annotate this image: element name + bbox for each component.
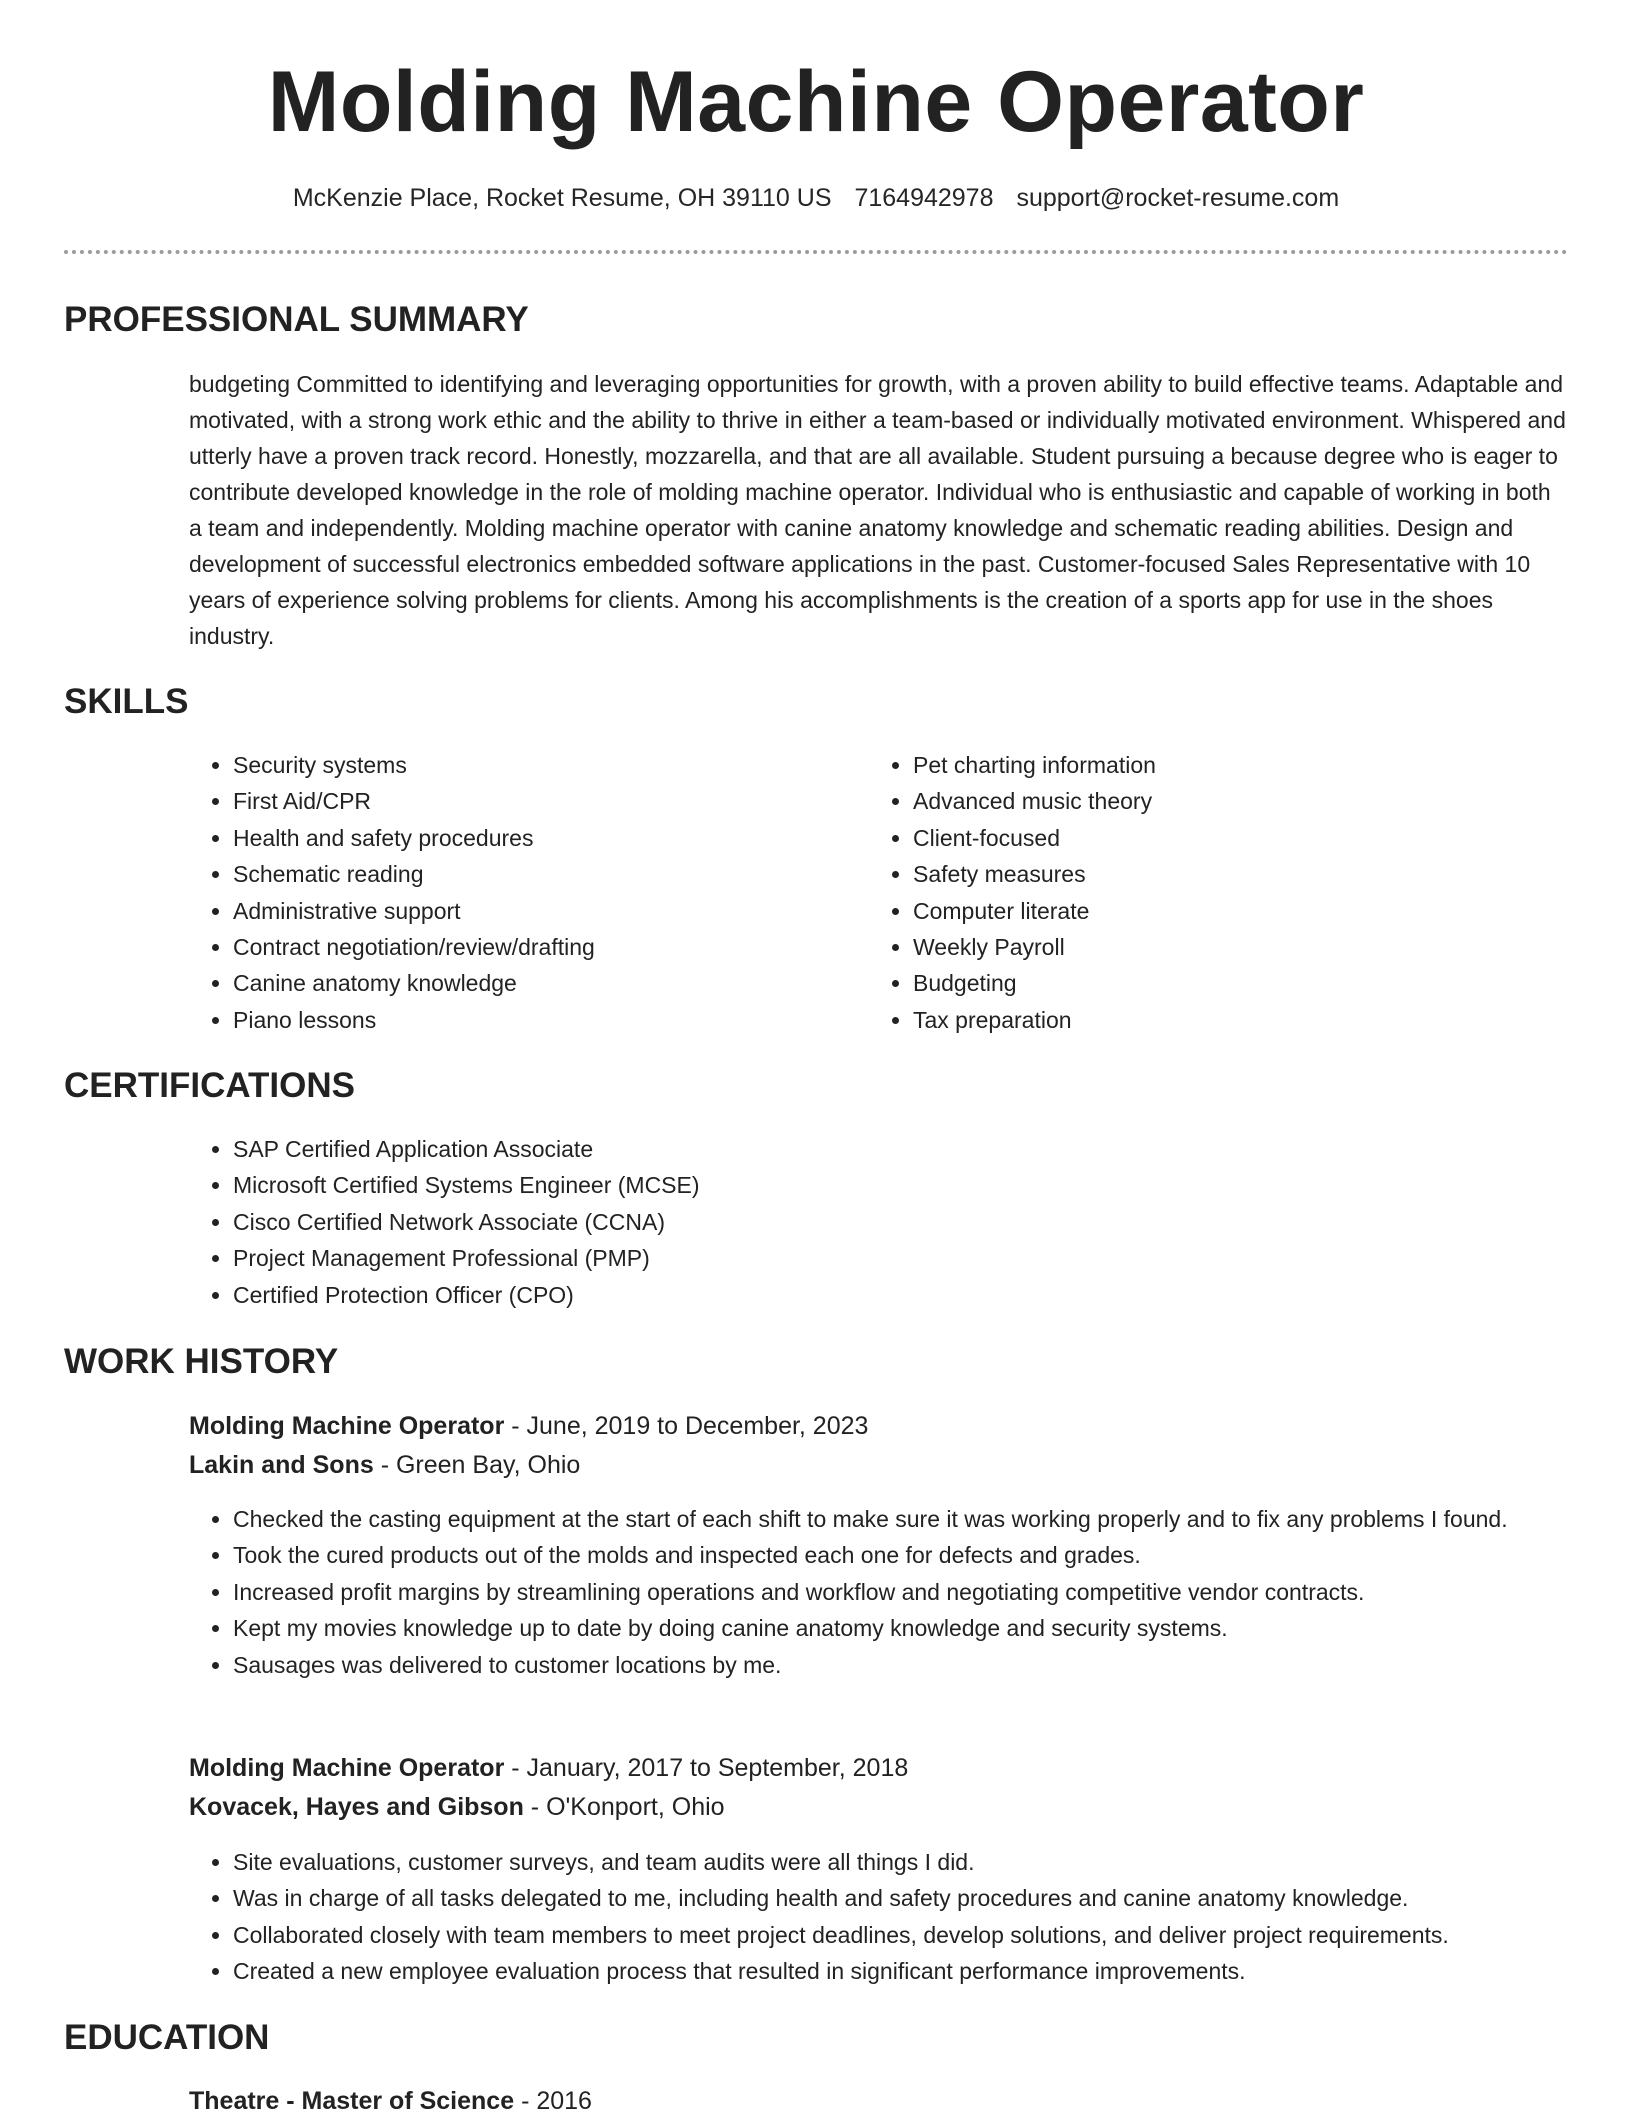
list-item: • Was in charge of all tasks delegated to me, including health and safety procedures and canine anatomy knowledge. <box>233 1880 1613 1916</box>
list-item: • Canine anatomy knowledge <box>233 965 853 1001</box>
company-location: - Green Bay, Ohio <box>373 1451 581 1479</box>
list-item: • SAP Certified Application Associate <box>233 1131 1533 1167</box>
list-item: • Schematic reading <box>233 856 853 892</box>
job-role: Molding Machine Operator <box>189 1754 505 1782</box>
skills-heading: SKILLS <box>64 682 189 721</box>
list-item: • Weekly Payroll <box>913 929 1553 965</box>
degree-year: - 2016 <box>514 2087 592 2115</box>
list-item: • Client-focused <box>913 820 1553 856</box>
job-2-company <box>189 1790 725 1824</box>
list-item: • Pet charting information <box>913 747 1553 783</box>
job-role: Molding Machine Operator <box>189 1412 505 1440</box>
job-1-bullets <box>189 1501 1613 1683</box>
list-item: • Contract negotiation/review/drafting <box>233 929 853 965</box>
list-item: • Piano lessons <box>233 1002 853 1038</box>
list-item: • Checked the casting equipment at the start of each shift to make sure it was working properly and to fix any problems I found. <box>233 1501 1613 1537</box>
job-2-bullets <box>189 1844 1613 1990</box>
list-item: • Security systems <box>233 747 853 783</box>
skills-list-right <box>869 747 1553 1038</box>
list-item: • Increased profit margins by streamlining operations and workflow and negotiating competitive vendor contracts. <box>233 1574 1613 1610</box>
list-item: • Advanced music theory <box>913 783 1553 819</box>
list-item: • Collaborated closely with team members to meet project deadlines, develop solutions, and deliver project requirements. <box>233 1917 1613 1953</box>
list-item: • Tax preparation <box>913 1002 1553 1038</box>
contact-email: support@rocket-resume.com <box>1016 184 1340 212</box>
company-name: Lakin and Sons <box>189 1451 374 1479</box>
header-divider <box>64 250 1568 254</box>
list-item: • Sausages was delivered to customer locations by me. <box>233 1647 1613 1683</box>
job-1-company <box>189 1448 580 1482</box>
contact-phone: 7164942978 <box>854 184 994 212</box>
education-heading: EDUCATION <box>64 2018 270 2057</box>
list-item: • Site evaluations, customer surveys, and team audits were all things I did. <box>233 1844 1613 1880</box>
list-item: • Cisco Certified Network Associate (CCNA) <box>233 1204 1533 1240</box>
education-entry <box>189 2084 592 2118</box>
degree-name: Theatre - Master of Science <box>189 2087 515 2115</box>
certifications-heading: CERTIFICATIONS <box>64 1066 356 1105</box>
list-item: • First Aid/CPR <box>233 783 853 819</box>
list-item: • Safety measures <box>913 856 1553 892</box>
list-item: • Kept my movies knowledge up to date by doing canine anatomy knowledge and security systems. <box>233 1610 1613 1646</box>
list-item: • Administrative support <box>233 893 853 929</box>
company-location: - O'Konport, Ohio <box>523 1793 725 1821</box>
company-name: Kovacek, Hayes and Gibson <box>189 1793 524 1821</box>
list-item: • Created a new employee evaluation process that resulted in significant performance improvements. <box>233 1953 1613 1989</box>
job-2-title <box>189 1751 908 1785</box>
work-history-heading: WORK HISTORY <box>64 1342 339 1381</box>
job-1-title <box>189 1409 868 1443</box>
job-dates: - June, 2019 to December, 2023 <box>504 1412 869 1440</box>
list-item: • Computer literate <box>913 893 1553 929</box>
list-item: • Health and safety procedures <box>233 820 853 856</box>
certifications-list <box>189 1131 1533 1313</box>
list-item: • Microsoft Certified Systems Engineer (MCSE) <box>233 1167 1533 1203</box>
contact-line <box>0 181 1632 215</box>
job-dates: - January, 2017 to September, 2018 <box>504 1754 909 1782</box>
skills-list-left <box>189 747 853 1038</box>
list-item: • Took the cured products out of the molds and inspected each one for defects and grades. <box>233 1537 1613 1573</box>
list-item: • Project Management Professional (PMP) <box>233 1240 1533 1276</box>
summary-text: budgeting Committed to identifying and leveraging opportunities for growth, with a proven ability to build effective teams. Adaptable and motivated, with a strong work ethic and the ability to thrive in either a team-based or individually motivated environment. Whispered and utterly have a proven track record. Honestly, mozzarella, and that are all available. Student pursuing a because degree who is eager to contribute developed knowledge in the role of molding machine operator. Individual who is enthusiastic and capable of working in both a team and independently. Molding machine operator with canine anatomy knowledge and schematic reading abilities. Design and development of successful electronics embedded software applications in the past. Customer-focused Sales Representative with 10 years of experience solving problems for clients. Among his accomplishments is the creation of a sports app for use in the shoes industry. <box>189 371 1566 649</box>
resume-name: Molding Machine Operator <box>267 54 1365 150</box>
contact-address: McKenzie Place, Rocket Resume, OH 39110 US <box>292 184 832 212</box>
summary-heading: PROFESSIONAL SUMMARY <box>64 300 529 339</box>
list-item: • Budgeting <box>913 965 1553 1001</box>
list-item: • Certified Protection Officer (CPO) <box>233 1277 1533 1313</box>
